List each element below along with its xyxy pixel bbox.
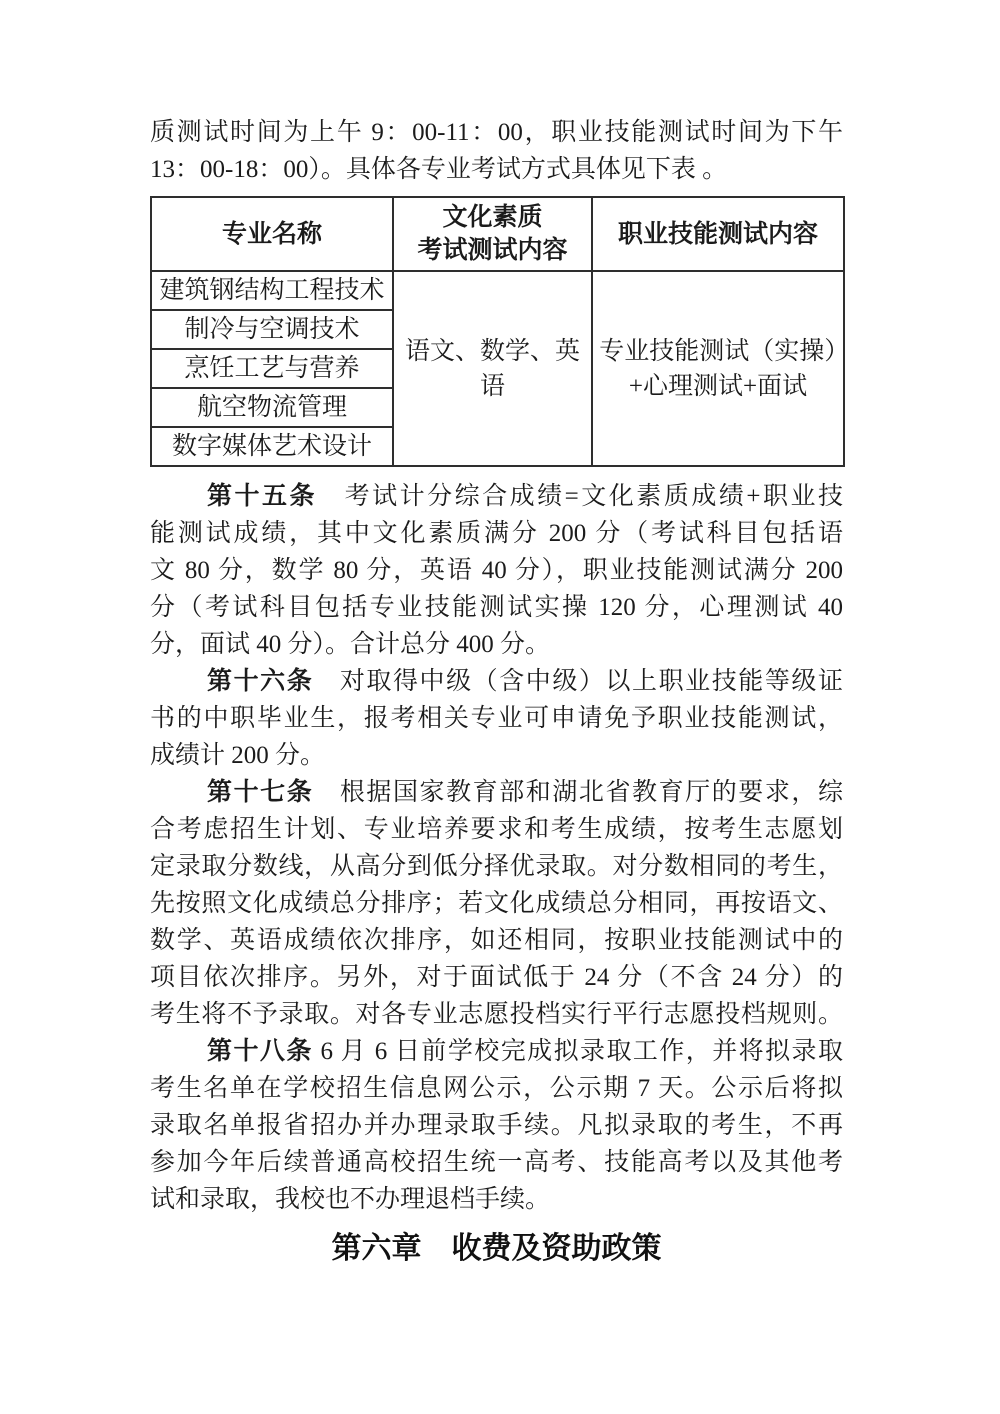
header-culture-line1: 文化素质	[442, 204, 543, 231]
text-line: 合考虑招生计划、专业培养要求和考生成绩，按考生志愿划	[150, 816, 843, 843]
text-line: 文 80 分，数学 80 分，英语 40 分），职业技能测试满分 200	[150, 557, 843, 584]
text-line	[150, 1033, 843, 1070]
major-cell: 建筑钢结构工程技术	[151, 271, 393, 310]
major-cell: 数字媒体艺术设计	[151, 427, 393, 466]
text-line: 数学、英语成绩依次排序，如还相同，按职业技能测试中的	[150, 927, 843, 954]
exam-content-table	[150, 196, 845, 467]
text-line: 考生名单在学校招生信息网公示，公示期 7 天。公示后将拟	[150, 1075, 843, 1102]
article-17-first-line: 根据国家教育部和湖北省教育厅的要求，综	[313, 779, 843, 806]
major-cell: 烹饪工艺与营养	[151, 349, 393, 388]
article-18-term: 第十八条	[207, 1038, 313, 1065]
text-line	[150, 663, 843, 700]
skill-content-cell: 专业技能测试（实操）+心理测试+面试	[592, 271, 844, 466]
text-line: 定录取分数线，从高分到低分择优录取。对分数相同的考生，	[150, 853, 843, 880]
chapter-heading: 第六章 收费及资助政策	[331, 1232, 662, 1265]
text-line: 参加今年后续普通高校招生统一高考、技能高考以及其他考	[150, 1149, 843, 1176]
text-line: 考生将不予录取。对各专业志愿投档实行平行志愿投档规则。	[150, 1001, 843, 1028]
text-line: 13：00-18：00）。具体各专业考试方式具体见下表 。	[150, 156, 728, 183]
article-15-first-line: 考试计分综合成绩=文化素质成绩+职业技	[317, 483, 843, 510]
major-cell: 航空物流管理	[151, 388, 393, 427]
article-15	[150, 478, 843, 663]
articles-section	[150, 478, 843, 1218]
major-cell: 制冷与空调技术	[151, 310, 393, 349]
article-16-first-line: 对取得中级（含中级）以上职业技能等级证	[313, 668, 843, 695]
text-line: 录取名单报省招办并办理录取手续。凡拟录取的考生，不再	[150, 1112, 843, 1139]
header-culture-line2: 考试测试内容	[417, 237, 568, 264]
text-line: 分（考试科目包括专业技能测试实操 120 分，心理测试 40	[150, 594, 843, 621]
article-15-term: 第十五条	[207, 483, 318, 510]
text-line: 项目依次排序。另外，对于面试低于 24 分（不含 24 分）的	[150, 964, 843, 991]
text-line: 先按照文化成绩总分排序；若文化成绩总分相同，再按语文、	[150, 890, 843, 917]
text-line: 分，面试 40 分）。合计总分 400 分。	[150, 631, 551, 658]
table-row	[151, 271, 844, 310]
table-header-row	[151, 197, 844, 271]
article-17	[150, 774, 843, 1033]
header-major-name: 专业名称	[151, 197, 393, 271]
text-line	[150, 774, 843, 811]
intro-paragraph	[150, 114, 843, 188]
article-18-first-line: 6 月 6 日前学校完成拟录取工作，并将拟录取	[312, 1038, 843, 1065]
header-skill-test: 职业技能测试内容	[592, 197, 844, 271]
article-16-term: 第十六条	[207, 668, 314, 695]
text-line: 成绩计 200 分。	[150, 742, 326, 769]
article-18	[150, 1033, 843, 1218]
text-line: 能测试成绩，其中文化素质满分 200 分（考试科目包括语	[150, 520, 843, 547]
text-line: 书的中职毕业生，报考相关专业可申请免予职业技能测试，	[150, 705, 843, 732]
text-line	[150, 478, 843, 515]
article-17-term: 第十七条	[207, 779, 314, 806]
culture-content-cell: 语文、数学、英语	[393, 271, 592, 466]
text-line: 质测试时间为上午 9：00-11：00，职业技能测试时间为下午	[150, 119, 843, 146]
header-culture-test	[393, 197, 592, 271]
text-line: 试和录取，我校也不办理退档手续。	[150, 1186, 551, 1213]
article-16	[150, 663, 843, 774]
